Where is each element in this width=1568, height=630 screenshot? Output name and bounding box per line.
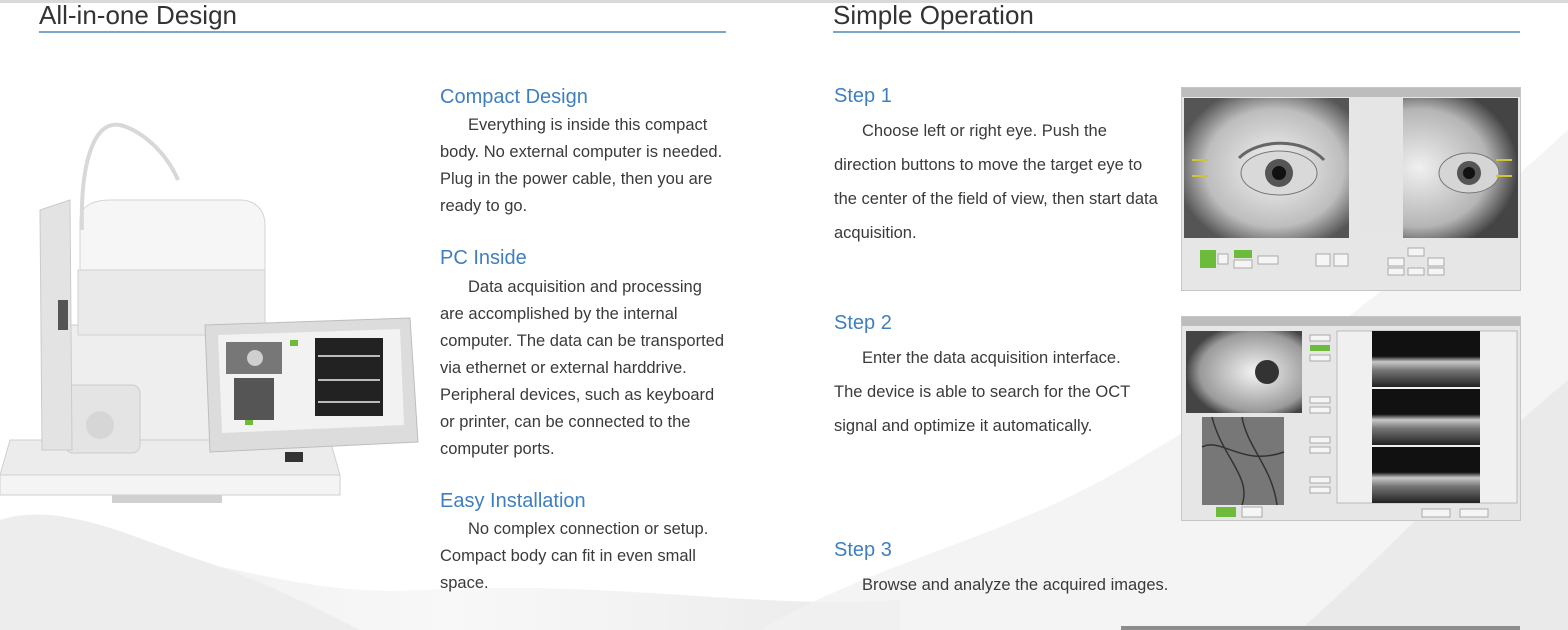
oct-capture-screenshot <box>1181 316 1521 521</box>
right-section-title: Simple Operation <box>833 0 1034 30</box>
left-section-title: All-in-one Design <box>39 0 237 30</box>
eye-alignment-screenshot <box>1181 87 1521 291</box>
screenshot-title-bar <box>1182 317 1520 326</box>
compact-design-heading: Compact Design <box>440 86 588 108</box>
step-2-text: Enter the data acquisition interface. The device is able to search for the OCT signal and optimize it automatically. <box>834 349 1130 435</box>
step-3-text: Browse and analyze the acquired images. <box>862 576 1169 594</box>
easy-installation-text: No complex connection or setup. Compact body can fit in even small space. <box>440 520 709 592</box>
compact-design-text: Everything is inside this compact body. No external computer is needed. Plug in the power cable, then you are ready to go. <box>440 116 723 215</box>
pc-inside-text: Data acquisition and processing are accomplished by the internal computer. The data can be transported via ethernet or external harddrive. Peripheral devices, such as keyboard or printer, can be connected to the computer ports. <box>440 278 725 458</box>
screenshot-3-edge <box>1121 626 1520 630</box>
easy-installation-heading: Easy Installation <box>440 490 586 512</box>
step-3-heading: Step 3 <box>834 539 892 561</box>
right-section-rule <box>833 31 1520 33</box>
screenshot-title-bar <box>1182 88 1520 97</box>
pc-inside-heading: PC Inside <box>440 247 527 269</box>
eye-camera-views <box>1184 98 1518 238</box>
oct-device-illustration <box>0 120 425 515</box>
alignment-controls <box>1182 240 1520 290</box>
step-2-heading: Step 2 <box>834 312 892 334</box>
step-1-text: Choose left or right eye. Push the direction buttons to move the target eye to the center of the field of view, then start data acquisition. <box>834 122 1158 242</box>
left-section-rule <box>39 31 726 33</box>
oct-capture-views <box>1182 327 1520 520</box>
step-1-heading: Step 1 <box>834 85 892 107</box>
